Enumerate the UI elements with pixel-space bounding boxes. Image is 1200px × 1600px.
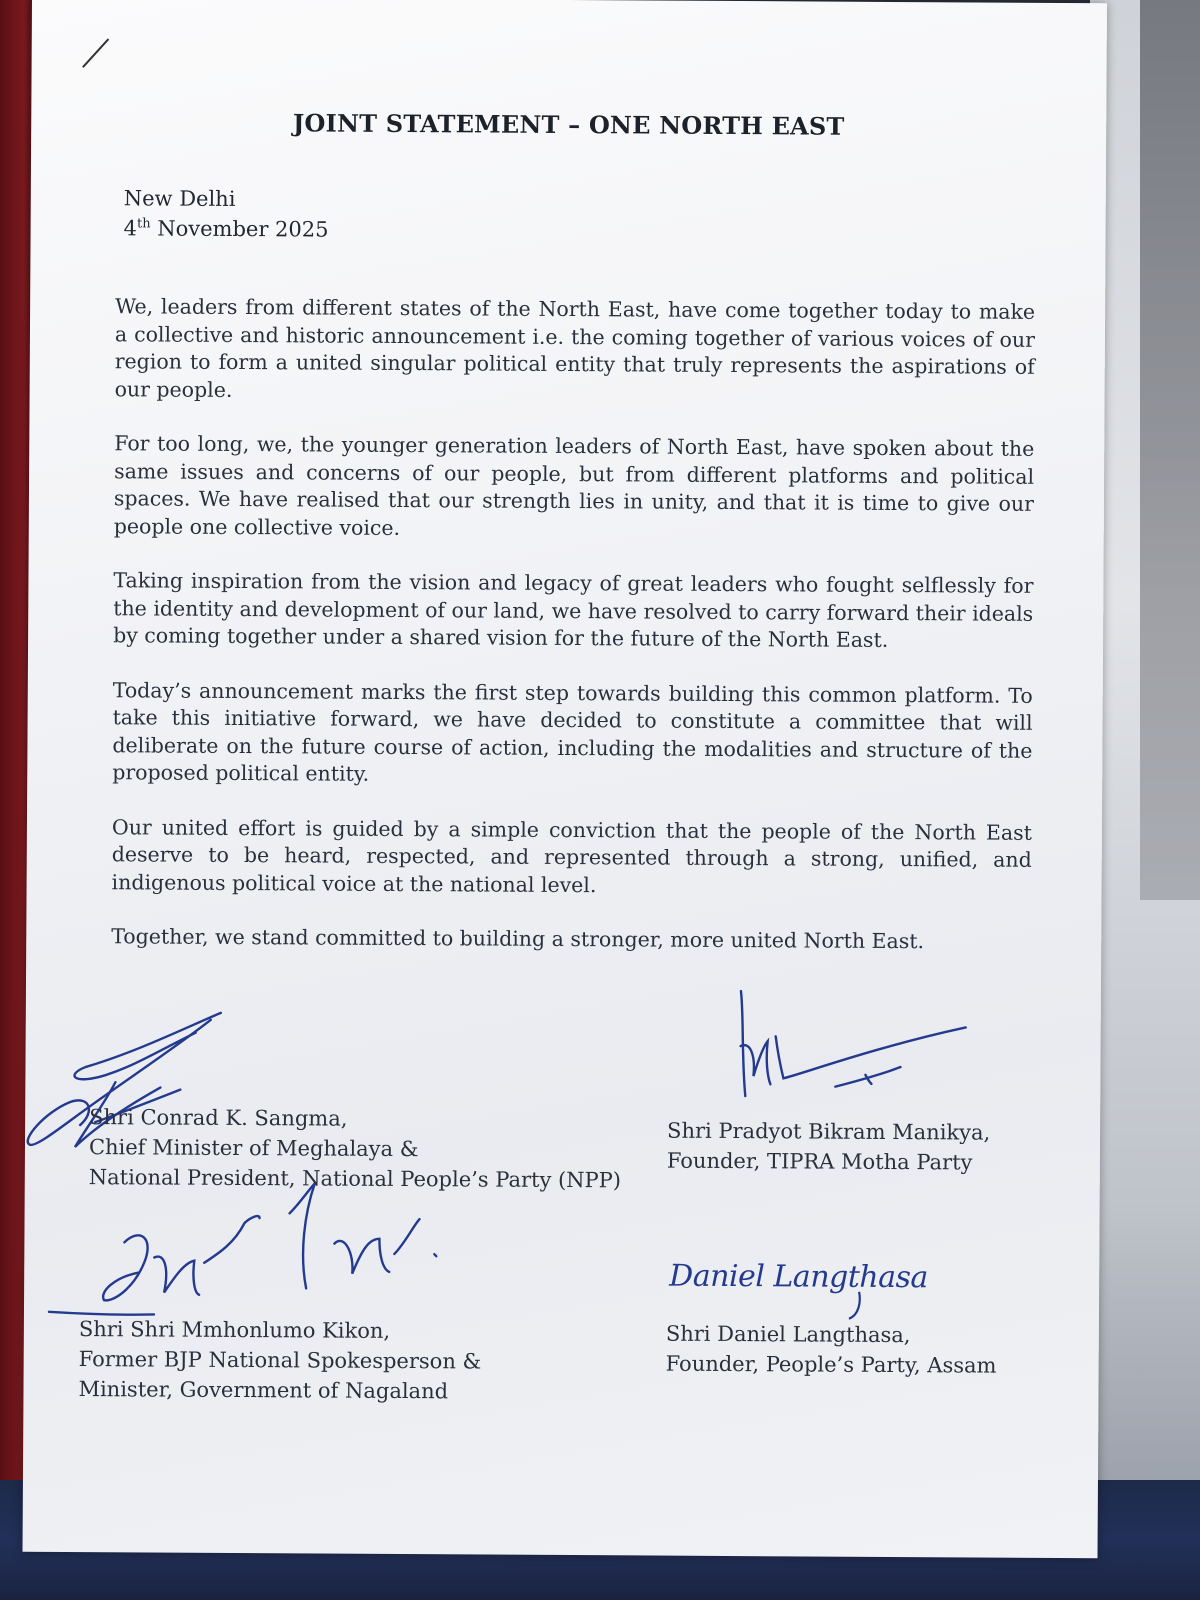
date-suffix: th [136, 216, 151, 232]
statement-body [111, 293, 1035, 983]
paragraph: Together, we stand committed to building a stronger, more united North East. [111, 924, 925, 954]
signature-stroke [74, 1012, 220, 1080]
signatory-line: Shri Shri Mmhonlumo Kikon, [78, 1317, 391, 1343]
signature-stroke [154, 1257, 199, 1295]
document-page [23, 0, 1107, 1558]
paragraph: Today’s announcement marks the first step towards building this common platform. To take this initiative forward, we have decided to constitute a committee that will deliberate on the future course of action, including the modalities and structure of the proposed political entity. [112, 677, 1033, 786]
date-day: 4 [123, 216, 138, 241]
background-shadow-right [1140, 0, 1200, 900]
date [124, 213, 329, 244]
signature-stroke [289, 1183, 315, 1288]
signatory-line: Chief Minister of Meghalaya & [88, 1135, 419, 1162]
signatory-line: National President, National People’s Party (NPP) [88, 1165, 622, 1193]
signature-stroke [849, 1292, 860, 1319]
paragraph: For too long, we, the younger generation leaders of North East, have spoken about the same issues and concerns of our people, but from different platforms and political spaces. We have realised that our strength lies in unity, and that it is time to give our people one collective voice. [113, 431, 1035, 540]
paragraph: Taking inspiration from the vision and legacy of great leaders who fought selflessly for the identity and development of our land, we have resolved to carry forward their ideals by coming together under a shared vision for the future of the North East. [113, 568, 1034, 652]
signatory-line: Minister, Government of Nagaland [78, 1377, 449, 1404]
dateline [124, 183, 329, 244]
signature-3 [44, 1182, 465, 1335]
signatory-line: Shri Pradyot Bikram Manikya, [667, 1118, 991, 1145]
signature-stroke [394, 1219, 436, 1256]
signature-4 [669, 1236, 970, 1323]
signatory-1 [89, 1102, 622, 1195]
signature-stroke [740, 991, 746, 1096]
paragraph: Our united effort is guided by a simple conviction that the people of the North East deserve to be heard, respected, and represented through a strong, unified, and indigenous political voice at the national level. [111, 814, 1032, 897]
date-rest: November 2025 [157, 216, 329, 242]
signature-stroke [103, 1235, 148, 1300]
signatory-line: Founder, People’s Party, Assam [665, 1351, 997, 1378]
signatory-line: Shri Daniel Langthasa, [665, 1321, 911, 1348]
signature-stroke [775, 1026, 965, 1079]
signatory-2 [667, 1116, 991, 1178]
signatory-3 [78, 1314, 481, 1406]
place: New Delhi [123, 186, 236, 211]
signature-stroke [334, 1239, 389, 1274]
signatory-line: Founder, TIPRA Motha Party [666, 1148, 973, 1175]
signatory-4 [666, 1319, 997, 1381]
signature-stroke [204, 1216, 259, 1263]
signatory-line: Former BJP National Spokesperson & [78, 1347, 482, 1374]
handwritten-signature: Daniel Langthasa [669, 1258, 928, 1296]
paragraph: We, leaders from different states of the North East, have come together today to make a collective and historic announcement i.e. the coming together of various voices of our region to form a united singular political entity that truly represents the aspirations of our people. [114, 294, 1036, 402]
document-title: JOINT STATEMENT – ONE NORTH EAST [292, 108, 845, 141]
signature-stroke [835, 1067, 900, 1087]
pen-mark [82, 38, 109, 67]
signatory-line: Shri Conrad K. Sangma, [89, 1105, 348, 1131]
signature-2 [725, 986, 986, 1108]
